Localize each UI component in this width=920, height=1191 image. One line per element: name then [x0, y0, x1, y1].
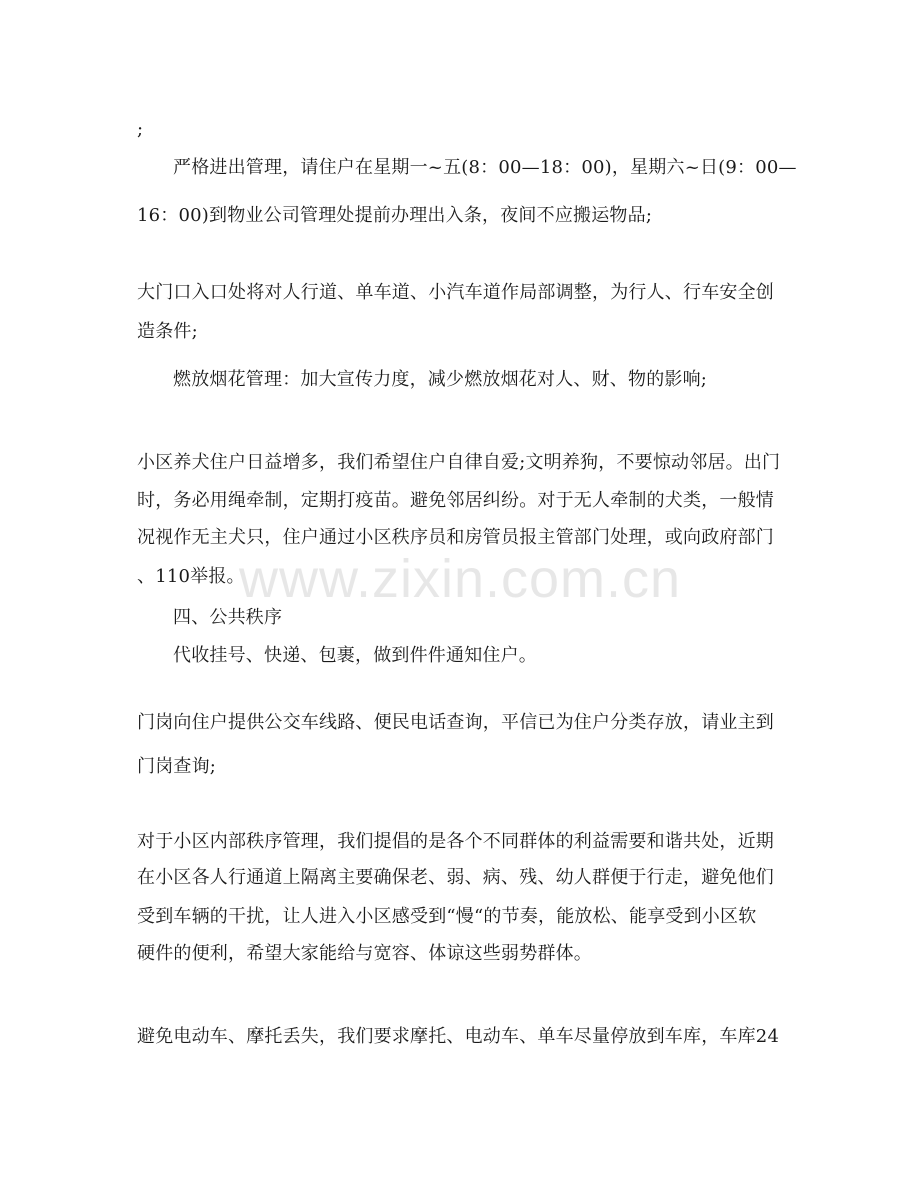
text-line: 时，务必用绳牵制，定期打疫苗。避免邻居纠纷。对于无人牵制的犬类，一般情 — [137, 490, 774, 511]
text-line: 硬件的便利，希望大家能给与宽容、体谅这些弱势群体。 — [137, 943, 592, 964]
text-line: 造条件; — [137, 321, 198, 342]
watermark: www.zixin.com.cn — [238, 549, 682, 609]
text-line: 代收挂号、快递、包裹，做到件件通知住户。 — [173, 645, 537, 666]
text-line: 、110举报。 — [137, 566, 245, 587]
text-line: 16：00)到物业公司管理处提前办理出入条，夜间不应搬运物品; — [137, 205, 653, 226]
text-line: 对于小区内部秩序管理，我们提倡的是各个不同群体的利益需要和谐共处，近期 — [137, 831, 774, 852]
text-line: 门岗向住户提供公交车线路、便民电话查询，平信已为住户分类存放，请业主到 — [137, 712, 774, 733]
text-line: 大门口入口处将对人行道、单车道、小汽车道作局部调整，为行人、行车安全创 — [137, 282, 774, 303]
text-line: 严格进出管理，请住户在星期一~五(8：00—18：00)，星期六~日(9：00— — [173, 157, 797, 178]
text-line: 小区养犬住户日益增多，我们希望住户自律自爱;文明养狗，不要惊动邻居。出门 — [137, 452, 781, 473]
text-line: 在小区各人行通道上隔离主要确保老、弱、病、残、幼人群便于行走，避免他们 — [137, 867, 774, 888]
text-line: ; — [137, 119, 144, 140]
text-line: 燃放烟花管理：加大宣传力度，减少燃放烟花对人、财、物的影响; — [173, 369, 708, 390]
text-line: 避免电动车、摩托丢失，我们要求摩托、电动车、单车尽量停放到车库，车库24 — [137, 1026, 780, 1047]
text-line: 受到车辆的干扰，让人进入小区感受到“慢“的节奏，能放松、能享受到小区软 — [137, 906, 757, 927]
text-line: 况视作无主犬只，住户通过小区秩序员和房管员报主管部门处理，或向政府部门 — [137, 527, 774, 548]
section-heading: 四、公共秩序 — [173, 607, 283, 628]
text-line: 门岗查询; — [137, 756, 217, 777]
